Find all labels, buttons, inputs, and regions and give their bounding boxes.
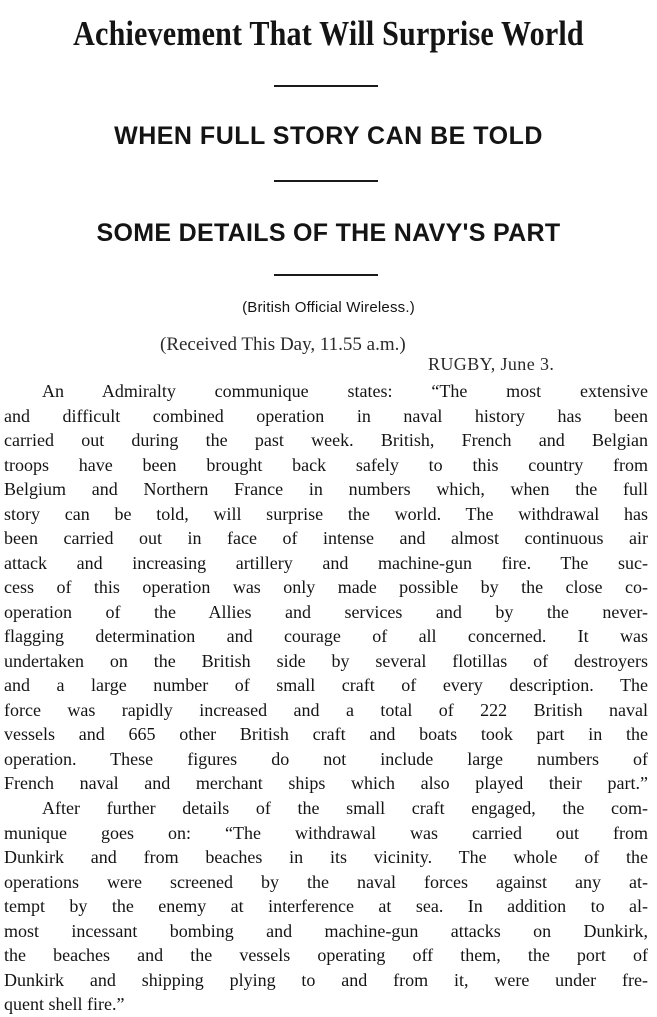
subheadline-navy: SOME DETAILS OF THE NAVY'S PART bbox=[96, 219, 561, 247]
text-line: Dunkirk and from beaches in its vicinity. The whole of the bbox=[4, 847, 648, 867]
text-line: and difficult combined operation in naval history has been bbox=[4, 405, 648, 426]
text-line: force was rapidly increased and a total of 222 British naval bbox=[4, 699, 648, 720]
text-line: and a large number of small craft of every description. The bbox=[4, 675, 648, 695]
text-line: operation of the Allies and services and by the never- bbox=[4, 601, 648, 622]
text-line: flagging determination and courage of all concerned. It was bbox=[4, 626, 648, 646]
text-line: tempt by the enemy at interference at sea. In addition to al- bbox=[4, 896, 648, 916]
text-line: carried out during the past week. British, French and Belgian bbox=[4, 430, 648, 450]
text-line: story can be told, will surprise the world. The withdrawal has bbox=[4, 503, 648, 524]
text-line: Dunkirk and shipping plying to and from it, were under fre- bbox=[4, 969, 648, 990]
text-line: undertaken on the British side by several flotillas of destroyers bbox=[4, 650, 648, 671]
source-credit: (British Official Wireless.) bbox=[242, 299, 415, 316]
divider-rule bbox=[274, 274, 378, 276]
text-line: An Admiralty communique states: “The most extensive bbox=[42, 381, 648, 401]
text-line: Belgium and Northern France in numbers which, when the full bbox=[4, 479, 648, 499]
text-line: the beaches and the vessels operating off them, the port of bbox=[4, 945, 648, 965]
text-line: After further details of the small craft engaged, the com- bbox=[42, 798, 648, 818]
divider-rule bbox=[274, 180, 378, 182]
text-line: quent shell fire.” bbox=[4, 994, 125, 1014]
received-time: (Received This Day, 11.55 a.m.) bbox=[160, 334, 406, 355]
text-line: operation. These figures do not include large numbers of bbox=[4, 748, 648, 769]
text-line: munique goes on: “The withdrawal was carried out from bbox=[4, 822, 648, 843]
text-line: troops have been brought back safely to this country from bbox=[4, 454, 648, 475]
text-line: French naval and merchant ships which also played their part.” bbox=[4, 773, 648, 793]
body-paragraph-1 bbox=[4, 379, 648, 796]
text-line: most incessant bombing and machine-gun attacks on Dunkirk, bbox=[4, 920, 648, 941]
divider-rule bbox=[274, 85, 378, 87]
text-line: vessels and 665 other British craft and boats took part in the bbox=[4, 724, 648, 744]
text-line: attack and increasing artillery and machine-gun fire. The suc- bbox=[4, 552, 648, 573]
body-paragraph-2 bbox=[4, 796, 648, 1017]
dateline: RUGBY, June 3. bbox=[428, 354, 555, 374]
subheadline: WHEN FULL STORY CAN BE TOLD bbox=[114, 122, 543, 150]
text-line: operations were screened by the naval forces against any at- bbox=[4, 871, 648, 892]
text-line: cess of this operation was only made possible by the close co- bbox=[4, 577, 648, 597]
text-line: been carried out in face of intense and almost continuous air bbox=[4, 528, 648, 548]
headline: Achievement That Will Surprise World bbox=[73, 14, 584, 53]
